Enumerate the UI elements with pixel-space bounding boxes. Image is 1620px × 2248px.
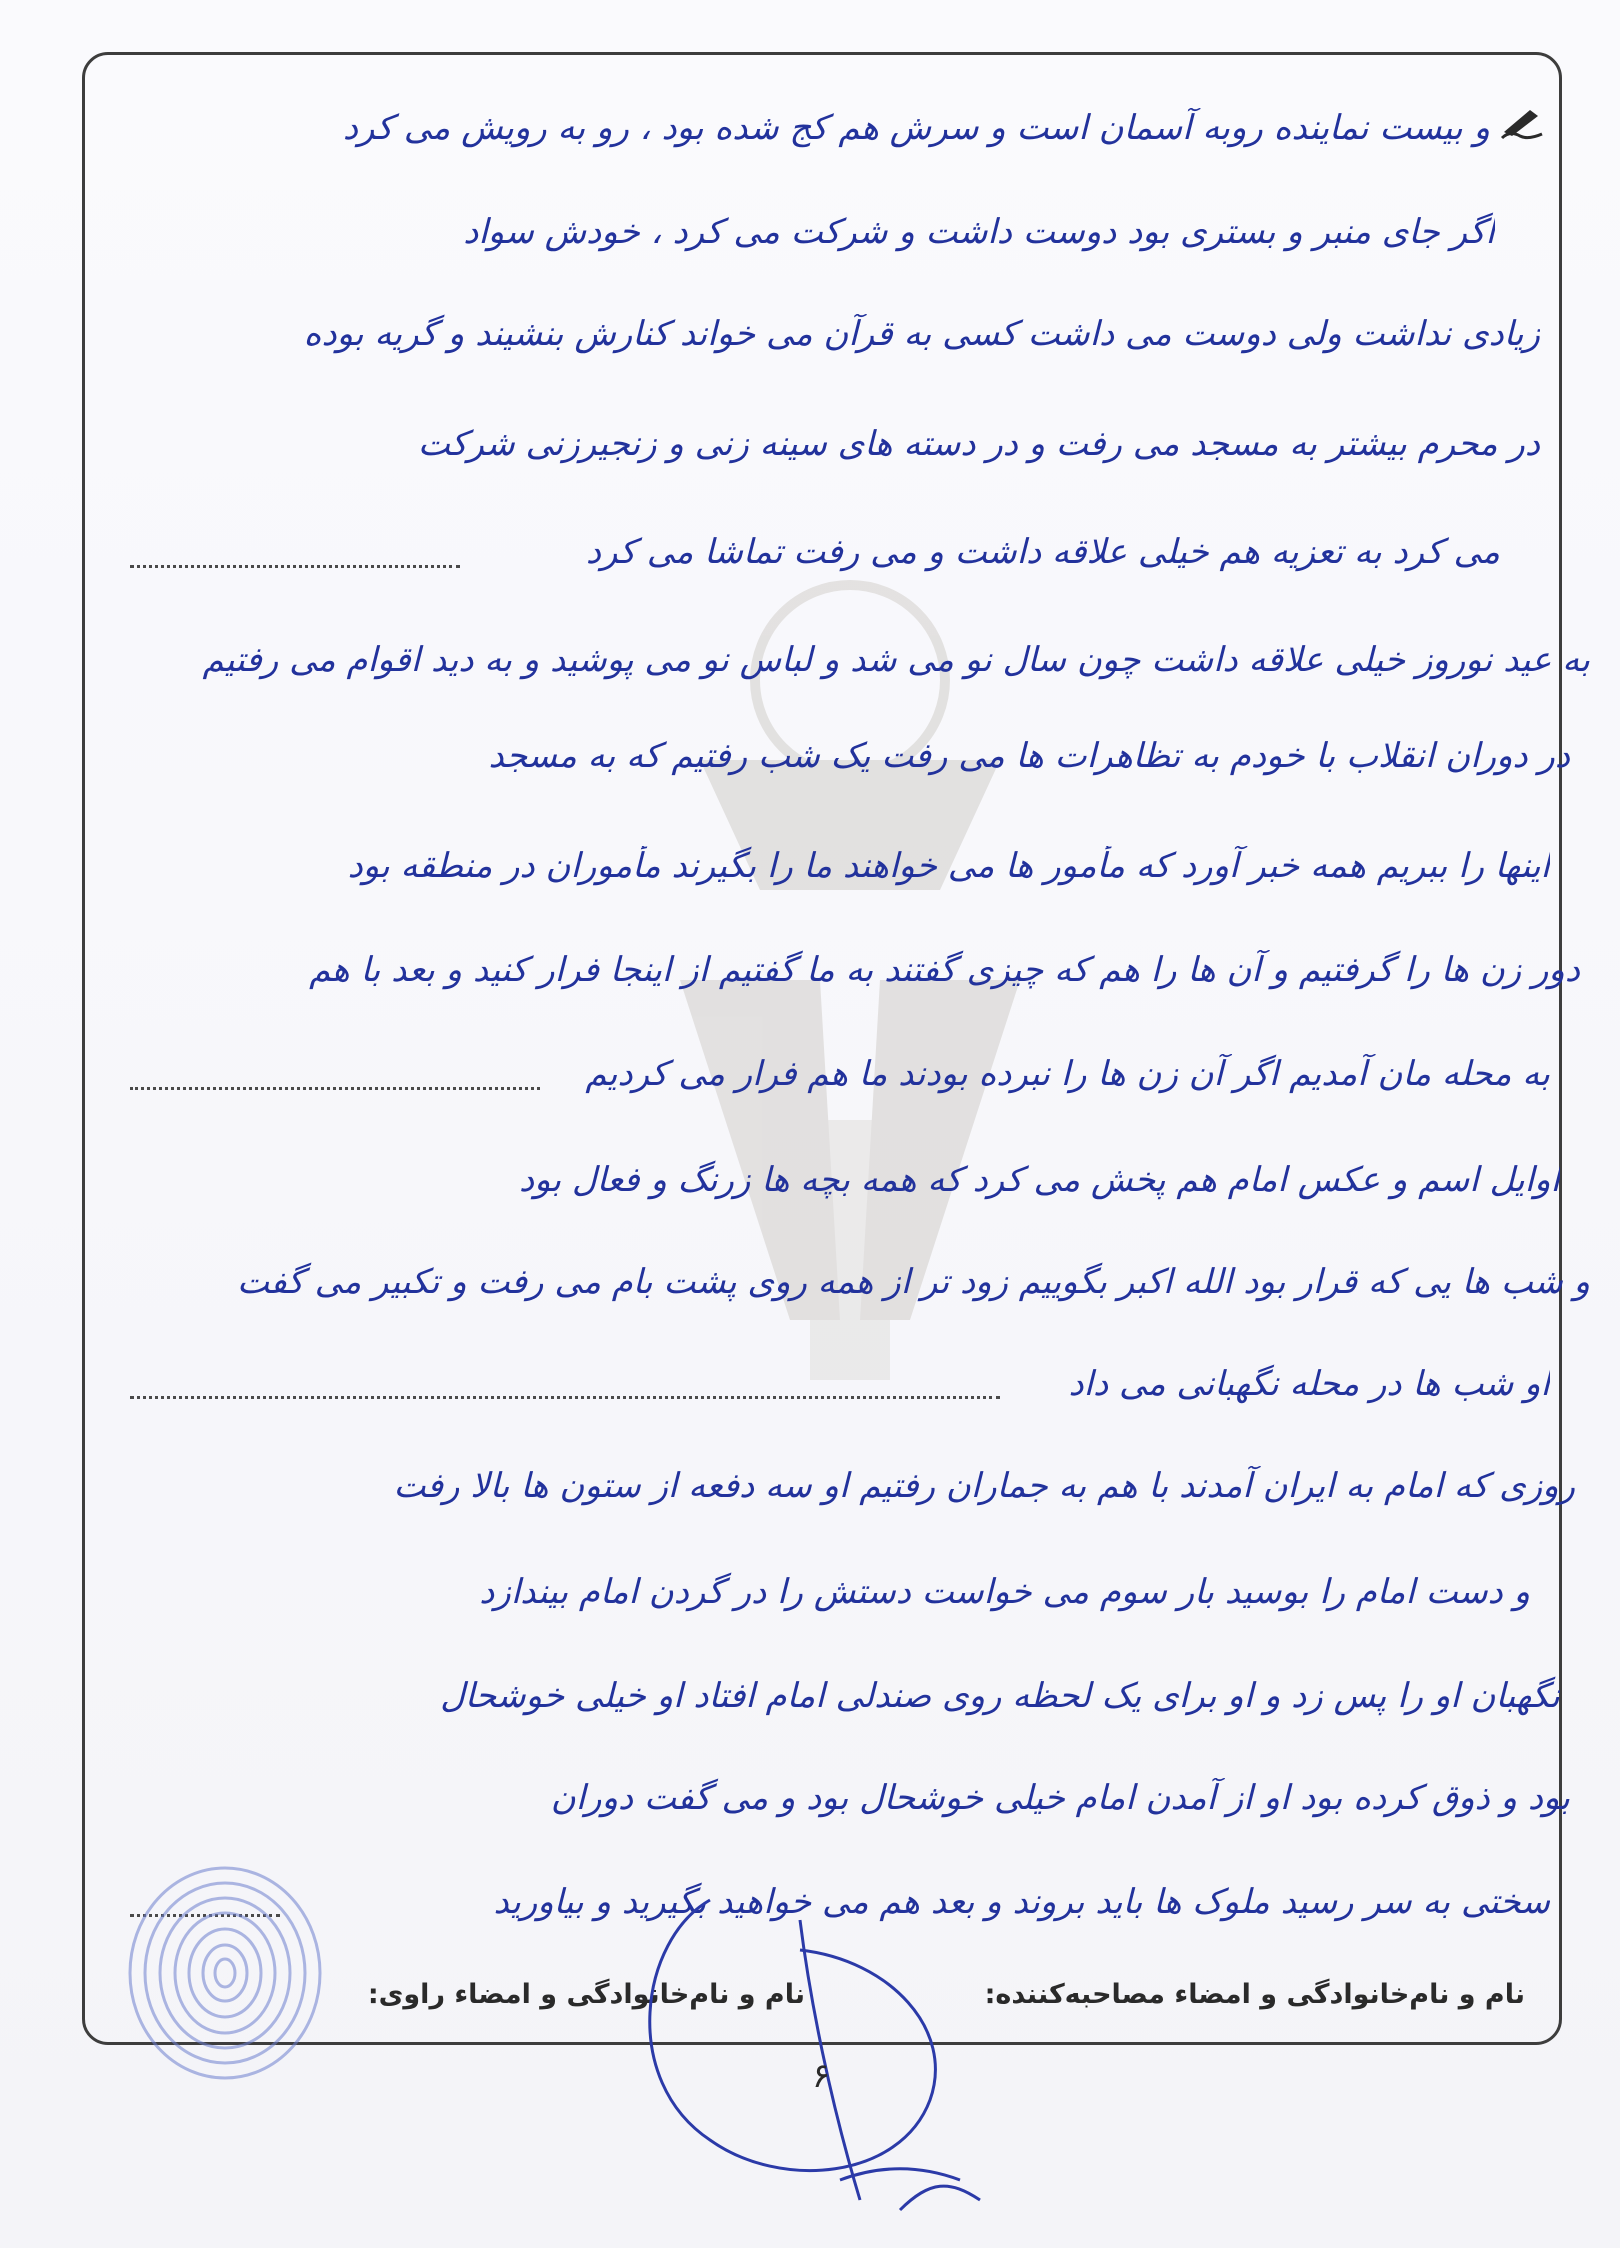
text-line: اگر جای منبر و بستری بود دوست داشت و شرکت می کرد ، خودش سواد (463, 212, 1495, 252)
text-line: بود و ذوق کرده بود او از آمدن امام خیلی خوشحال بود و می گفت دوران (550, 1778, 1570, 1818)
text-line: دور زن ها را گرفتیم و آن ها را هم که چیزی گفتند به ما گفتیم از اینجا فرار کنید و بعد با هم (309, 950, 1580, 990)
text-line: در دوران انقلاب با خودم به تظاهرات ها می رفت یک شب رفتیم که به مسجد (488, 736, 1570, 776)
text-line: به محله مان آمدیم اگر آن زن ها را نبرده بودند ما هم فرار می کردیم (585, 1054, 1550, 1094)
text-line: به عید نوروز خیلی علاقه داشت چون سال نو می شد و لباس نو می پوشید و به دید اقوام می رفتیم (202, 640, 1590, 680)
text-line: می کرد به تعزیه هم خیلی علاقه داشت و می رفت تماشا می کرد (585, 532, 1500, 572)
text-line: سختی به سر رسید ملوک ها باید بروند و بعد هم می خواهید بگیرید و بیاورید (493, 1882, 1550, 1922)
text-line: روزی که امام به ایران آمدند با هم به جماران رفتیم او سه دفعه از ستون ها بالا رفت (393, 1466, 1575, 1506)
dotted-filler (130, 1087, 540, 1090)
text-line: و دست امام را بوسید بار سوم می خواست دستش را در گردن امام بیندازد (479, 1572, 1530, 1612)
dotted-filler (130, 1396, 1000, 1399)
text-line: اینها را ببریم همه خبر آورد که مأمور ها می خواهند ما را بگیرند مأموران در منطقه بود (347, 846, 1550, 886)
text-line: و شب ها یی که قرار بود الله اکبر بگوییم زود تر از همه روی پشت بام می رفت و تکبیر می گفت (237, 1262, 1590, 1302)
text-line: نگهبان او را پس زد و او برای یک لحظه روی صندلی امام افتاد او خیلی خوشحال (440, 1676, 1560, 1716)
signature-icon (600, 1880, 1020, 2240)
interviewer-signature-label: نام و نام‌خانوادگی و امضاء مصاحبه‌کننده: (984, 1979, 1525, 2010)
narrator-signature-label: نام و نام‌خانوادگی و امضاء راوی: (367, 1979, 805, 2010)
text-line: اوایل اسم و عکس امام هم پخش می کرد که همه بچه ها زرنگ و فعال بود (518, 1160, 1560, 1200)
page-number: ۶ (812, 2056, 831, 2096)
fingerprint-icon (115, 1855, 335, 2085)
dotted-filler (130, 565, 460, 568)
text-line: او شب ها در محله نگهبانی می داد (1068, 1364, 1550, 1404)
text-line: در محرم بیشتر به مسجد می رفت و در دسته های سینه زنی و زنجیرزنی شرکت (417, 424, 1540, 464)
text-line: زیادی نداشت ولی دوست می داشت کسی به قرآن می خواند کنارش بنشیند و گریه بوده (303, 314, 1540, 354)
text-line: و بیست نماینده روبه آسمان است و سرش هم کج شده بود ، رو به رویش می کرد (342, 108, 1490, 148)
